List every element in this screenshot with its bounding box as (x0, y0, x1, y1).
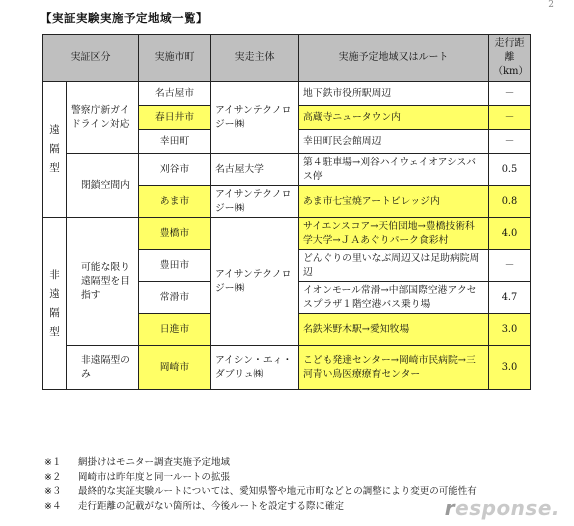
sub-closed: 閉鎖空間内 (67, 154, 139, 218)
city-cell: 名古屋市 (139, 82, 211, 106)
page-title: 【実証実験実施予定地域一覧】 (40, 11, 208, 25)
footnote: ※４ 走行距離の記載がない箇所は、今後ルートを設定する際に確定 (44, 500, 345, 512)
city-cell: 刈谷市 (139, 154, 211, 186)
entity-cell: 名古屋大学 (211, 154, 299, 186)
route-cell: あま市七宝焼アートビレッジ内 (299, 186, 489, 218)
route-cell: どんぐりの里いなぶ周辺又は足助病院周辺 (299, 250, 489, 282)
group-nonremote: 非 遠 隔 型 (43, 218, 67, 390)
table-row (43, 346, 531, 390)
city-cell: 幸田町 (139, 130, 211, 154)
distance-cell: － (489, 250, 531, 282)
distance-cell: 4.7 (489, 282, 531, 314)
sub-possible: 可能な限り遠隔型を目指す (67, 218, 139, 346)
city-cell: あま市 (139, 186, 211, 218)
header-category: 実証区分 (43, 35, 139, 82)
header-entity: 実走主体 (211, 35, 299, 82)
distance-cell: 3.0 (489, 314, 531, 346)
group-remote: 遠 隔 型 (43, 82, 67, 218)
distance-cell: － (489, 106, 531, 130)
distance-cell: － (489, 82, 531, 106)
city-cell: 岡崎市 (139, 346, 211, 390)
sub-nonremote-only: 非遠隔型のみ (67, 346, 139, 390)
table-row (43, 82, 531, 106)
city-cell: 日進市 (139, 314, 211, 346)
table-row (43, 154, 531, 186)
footnote: ※１ 網掛けはモニター調査実施予定地域 (44, 457, 231, 468)
footnotes (44, 456, 477, 514)
distance-cell: 4.0 (489, 218, 531, 250)
distance-cell: － (489, 130, 531, 154)
page-number: 2 (548, 0, 554, 10)
route-cell: 幸田町民会館周辺 (299, 130, 489, 154)
distance-cell: 0.8 (489, 186, 531, 218)
table-row (43, 218, 531, 250)
entity-cell: アイサンテクノロジー㈱ (211, 186, 299, 218)
route-cell: 地下鉄市役所駅周辺 (299, 82, 489, 106)
header-route: 実施予定地域又はルート (299, 35, 489, 82)
route-cell: 名鉄米野木駅→愛知牧場 (299, 314, 489, 346)
header-distance: 走行距離（km） (489, 35, 531, 82)
sub-police: 警察庁新ガイドライン対応 (67, 82, 139, 154)
entity-cell: アイシン・エィ・ダブリュ㈱ (211, 346, 299, 390)
distance-cell: 0.5 (489, 154, 531, 186)
experiment-table (42, 34, 531, 390)
header-city: 実施市町 (139, 35, 211, 82)
distance-cell: 3.0 (489, 346, 531, 390)
header-row (43, 35, 531, 82)
route-cell: サイエンスコア→天伯団地→豊橋技術科学大学→ＪＡあぐりパーク食彩村 (299, 218, 489, 250)
entity-cell: アイサンテクノロジー㈱ (211, 82, 299, 154)
route-cell: こども発達センター→岡崎市民病院→三河青い鳥医療療育センター (299, 346, 489, 390)
watermark-logo: response. (444, 496, 560, 520)
route-cell: 第４駐車場→刈谷ハイウェイオアシスバス停 (299, 154, 489, 186)
route-cell: 高蔵寺ニュータウン内 (299, 106, 489, 130)
route-cell: イオンモール常滑→中部国際空港アクセスプラザ１階空港バス乗り場 (299, 282, 489, 314)
city-cell: 豊橋市 (139, 218, 211, 250)
footnote: ※３ 最終的な実証実験ルートについては、愛知県警や地元市町などとの調整により変更の可能性有 (44, 486, 477, 497)
footnote: ※２ 岡崎市は昨年度と同一ルートの拡張 (44, 471, 231, 483)
city-cell: 春日井市 (139, 106, 211, 130)
city-cell: 常滑市 (139, 282, 211, 314)
city-cell: 豊田市 (139, 250, 211, 282)
entity-cell: アイサンテクノロジー㈱ (211, 218, 299, 346)
